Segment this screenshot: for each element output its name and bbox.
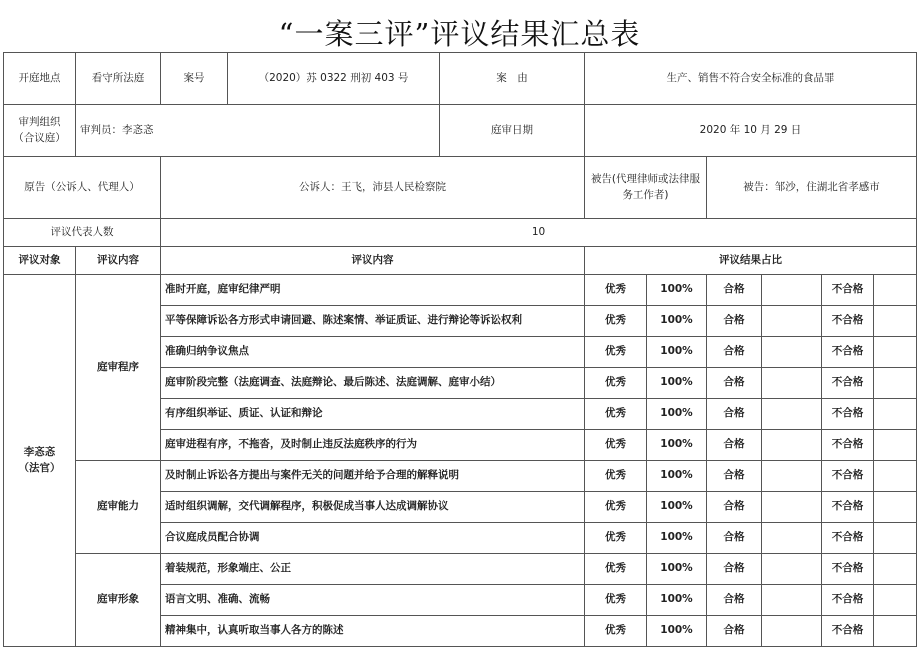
row-content: 有序组织举证、质证、认证和辩论 <box>161 399 585 430</box>
col-content-header: 评议内容 <box>161 247 585 275</box>
fail-label: 不合格 <box>822 492 874 523</box>
excellent-label: 优秀 <box>585 523 647 554</box>
row-content: 平等保障诉讼各方形式申请回避、陈述案情、举证质证、进行辩论等诉讼权利 <box>161 306 585 337</box>
info-row-2 <box>4 105 917 157</box>
excellent-pct: 100% <box>647 368 707 399</box>
subject-role: （法官） <box>18 461 61 474</box>
pass-pct <box>762 523 822 554</box>
excellent-pct: 100% <box>647 337 707 368</box>
fail-label: 不合格 <box>822 430 874 461</box>
panel-label-line-2: （合议庭） <box>13 131 66 144</box>
row-content: 庭审阶段完整（法庭调查、法庭辩论、最后陈述、法庭调解、庭审小结） <box>161 368 585 399</box>
row-content: 合议庭成员配合协调 <box>161 523 585 554</box>
court-location-value: 看守所法庭 <box>76 53 161 105</box>
pass-label: 合格 <box>707 337 762 368</box>
column-header-row <box>4 247 917 275</box>
excellent-label: 优秀 <box>585 368 647 399</box>
excellent-pct: 100% <box>647 523 707 554</box>
excellent-pct: 100% <box>647 461 707 492</box>
pass-pct <box>762 368 822 399</box>
pass-label: 合格 <box>707 585 762 616</box>
info-row-4 <box>4 219 917 247</box>
row-content: 语言文明、准确、流畅 <box>161 585 585 616</box>
fail-pct <box>874 461 917 492</box>
case-no-label: 案号 <box>161 53 228 105</box>
case-no-value: （2020）苏 0322 刑初 403 号 <box>228 53 440 105</box>
fail-pct <box>874 368 917 399</box>
excellent-label: 优秀 <box>585 492 647 523</box>
fail-label: 不合格 <box>822 554 874 585</box>
info-row-3 <box>4 157 917 219</box>
col-result-header: 评议结果占比 <box>585 247 917 275</box>
plaintiff-label: 原告（公诉人、代理人） <box>4 157 161 219</box>
excellent-pct: 100% <box>647 492 707 523</box>
row-content: 准确归纳争议焦点 <box>161 337 585 368</box>
row-content: 着装规范，形象端庄、公正 <box>161 554 585 585</box>
table-row <box>4 461 917 492</box>
fail-pct <box>874 585 917 616</box>
fail-pct <box>874 306 917 337</box>
fail-pct <box>874 492 917 523</box>
col-object-header: 评议对象 <box>4 247 76 275</box>
pass-label: 合格 <box>707 368 762 399</box>
defendant-value: 被告：邹沙，住湖北省孝感市 <box>707 157 917 219</box>
pass-pct <box>762 306 822 337</box>
row-content: 庭审进程有序，不拖沓，及时制止违反法庭秩序的行为 <box>161 430 585 461</box>
defendant-label <box>585 157 707 219</box>
panel-value: 审判员：李忞忞 <box>76 105 440 157</box>
summary-table <box>3 52 917 647</box>
pass-label: 合格 <box>707 430 762 461</box>
plaintiff-value: 公诉人：王飞，沛县人民检察院 <box>161 157 585 219</box>
reviewers-label: 评议代表人数 <box>4 219 161 247</box>
pass-label: 合格 <box>707 523 762 554</box>
pass-label: 合格 <box>707 275 762 306</box>
subject-cell <box>4 275 76 647</box>
excellent-label: 优秀 <box>585 616 647 647</box>
pass-label: 合格 <box>707 616 762 647</box>
pass-pct <box>762 585 822 616</box>
cause-label: 案 由 <box>440 53 585 105</box>
pass-label: 合格 <box>707 399 762 430</box>
court-location-label: 开庭地点 <box>4 53 76 105</box>
table-row <box>4 554 917 585</box>
fail-pct <box>874 523 917 554</box>
pass-pct <box>762 554 822 585</box>
row-content: 准时开庭，庭审纪律严明 <box>161 275 585 306</box>
pass-pct <box>762 337 822 368</box>
fail-pct <box>874 337 917 368</box>
fail-pct <box>874 399 917 430</box>
pass-pct <box>762 430 822 461</box>
pass-pct <box>762 492 822 523</box>
pass-label: 合格 <box>707 492 762 523</box>
excellent-pct: 100% <box>647 616 707 647</box>
fail-label: 不合格 <box>822 306 874 337</box>
panel-label <box>4 105 76 157</box>
excellent-pct: 100% <box>647 275 707 306</box>
trial-date-value: 2020 年 10 月 29 日 <box>585 105 917 157</box>
fail-label: 不合格 <box>822 337 874 368</box>
excellent-pct: 100% <box>647 554 707 585</box>
group-name: 庭审能力 <box>76 461 161 554</box>
page-title: “一案三评”评议结果汇总表 <box>278 17 641 51</box>
excellent-pct: 100% <box>647 399 707 430</box>
excellent-label: 优秀 <box>585 399 647 430</box>
defendant-label-line-2: 务工作者) <box>622 188 669 201</box>
excellent-label: 优秀 <box>585 430 647 461</box>
row-content: 精神集中，认真听取当事人各方的陈述 <box>161 616 585 647</box>
group-name: 庭审形象 <box>76 554 161 647</box>
pass-pct <box>762 461 822 492</box>
fail-label: 不合格 <box>822 616 874 647</box>
defendant-label-line-1: 被告(代理律师或法律服 <box>590 173 701 186</box>
pass-label: 合格 <box>707 306 762 337</box>
pass-label: 合格 <box>707 554 762 585</box>
row-content: 适时组织调解，交代调解程序，积极促成当事人达成调解协议 <box>161 492 585 523</box>
pass-pct <box>762 399 822 430</box>
col-item-header: 评议内容 <box>76 247 161 275</box>
excellent-label: 优秀 <box>585 306 647 337</box>
trial-date-label: 庭审日期 <box>440 105 585 157</box>
excellent-label: 优秀 <box>585 461 647 492</box>
fail-pct <box>874 430 917 461</box>
fail-pct <box>874 275 917 306</box>
excellent-label: 优秀 <box>585 337 647 368</box>
reviewers-value: 10 <box>161 219 917 247</box>
group-name: 庭审程序 <box>76 275 161 461</box>
excellent-pct: 100% <box>647 585 707 616</box>
excellent-label: 优秀 <box>585 275 647 306</box>
subject-name: 李忞忞 <box>23 446 56 459</box>
fail-pct <box>874 554 917 585</box>
cause-value: 生产、销售不符合安全标准的食品罪 <box>585 53 917 105</box>
pass-pct <box>762 275 822 306</box>
row-content: 及时制止诉讼各方提出与案件无关的问题并给予合理的解释说明 <box>161 461 585 492</box>
excellent-label: 优秀 <box>585 554 647 585</box>
pass-label: 合格 <box>707 461 762 492</box>
fail-label: 不合格 <box>822 585 874 616</box>
fail-label: 不合格 <box>822 523 874 554</box>
excellent-pct: 100% <box>647 430 707 461</box>
fail-label: 不合格 <box>822 368 874 399</box>
info-row-1 <box>4 53 917 105</box>
panel-label-line-1: 审判组织 <box>18 116 61 129</box>
excellent-pct: 100% <box>647 306 707 337</box>
fail-label: 不合格 <box>822 275 874 306</box>
fail-label: 不合格 <box>822 461 874 492</box>
fail-label: 不合格 <box>822 399 874 430</box>
table-row <box>4 275 917 306</box>
excellent-label: 优秀 <box>585 585 647 616</box>
